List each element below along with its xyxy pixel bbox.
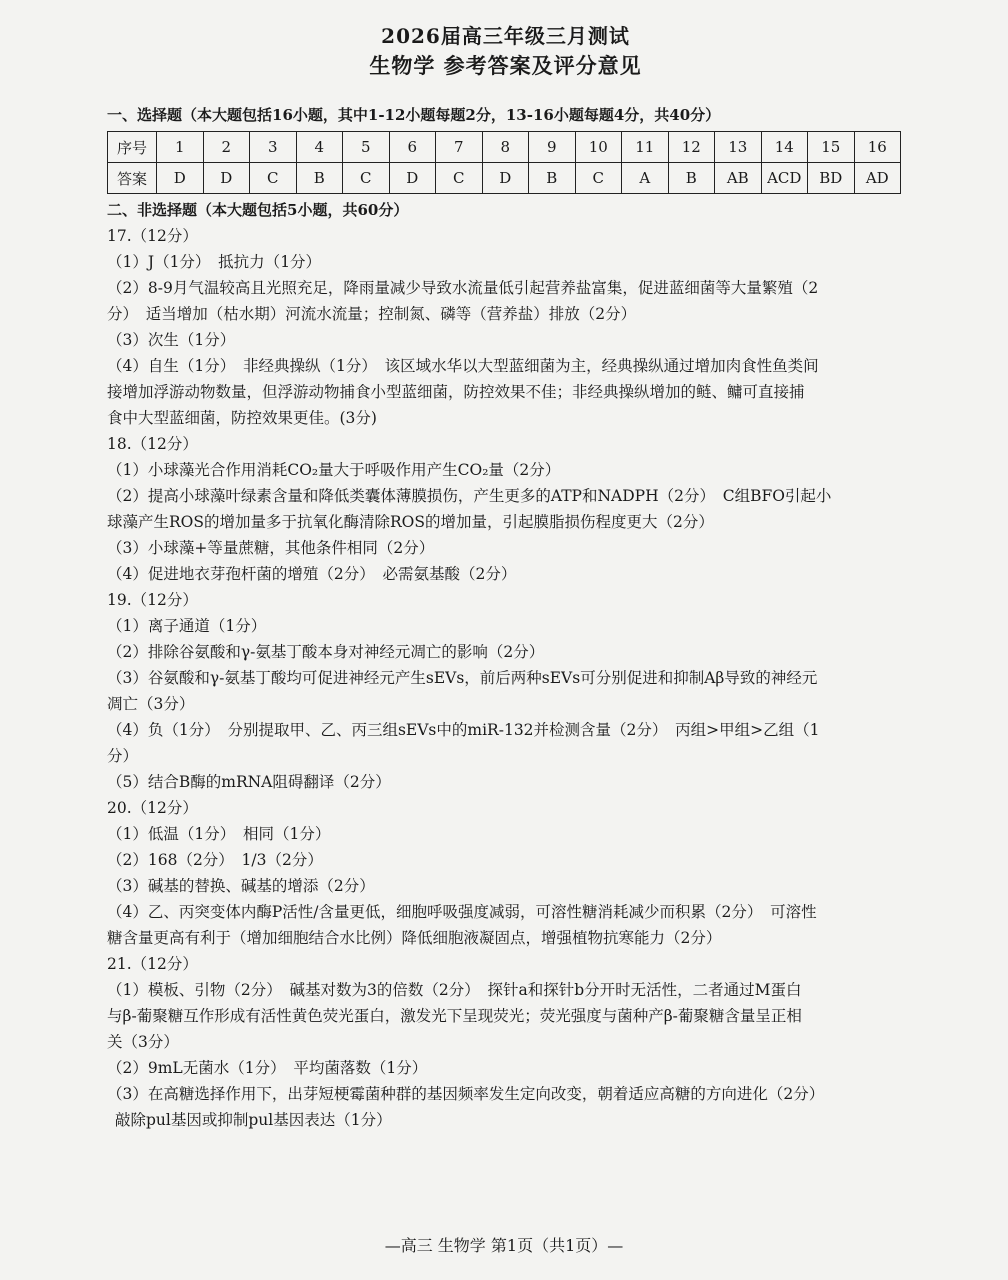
question-number: 8 bbox=[482, 132, 529, 163]
text-line: 糖含量更高有利于（增加细胞结合水比例）降低细胞液凝固点，增强植物抗寒能力（2分） bbox=[107, 929, 722, 947]
text-line: （2）8-9月气温较高且光照充足，降雨量减少导致水流量低引起营养盐富集，促进蓝细菌等大量繁殖（2 bbox=[107, 279, 819, 297]
question-number: 10 bbox=[575, 132, 622, 163]
text-line: （2）提高小球藻叶绿素含量和降低类囊体薄膜损伤，产生更多的ATP和NADPH（2分） C组BFO引起小 bbox=[107, 487, 832, 505]
q20-part-1: （1）低温（1分） 相同（1分） bbox=[107, 825, 331, 843]
question-number: 7 bbox=[436, 132, 483, 163]
q18-part-4: （4）促进地衣芽孢杆菌的增殖（2分） 必需氨基酸（2分） bbox=[107, 565, 517, 583]
question-number: 4 bbox=[296, 132, 343, 163]
text-line: 分） bbox=[107, 747, 139, 765]
q18-part-3: （3）小球藻+等量蔗糖，其他条件相同（2分） bbox=[107, 539, 435, 557]
q17-part-1: （1）J（1分） 抵抗力（1分） bbox=[107, 253, 322, 271]
question-number: 5 bbox=[343, 132, 390, 163]
row-label-answer: 答案 bbox=[108, 163, 157, 194]
q20-part-2: （2）168（2分） 1/3（2分） bbox=[107, 851, 323, 869]
question-20-header: 20.（12分） bbox=[107, 799, 198, 817]
text-line: 凋亡（3分） bbox=[107, 695, 195, 713]
text-line: 接增加浮游动物数量，但浮游动物捕食小型蓝细菌，防控效果不佳；非经典操纵增加的鲢、鳙可直接捕 bbox=[107, 383, 805, 401]
question-number: 12 bbox=[668, 132, 715, 163]
answer-cell: C bbox=[250, 163, 297, 194]
question-18 bbox=[107, 431, 904, 587]
q19-part-5: （5）结合B酶的mRNA阻碍翻译（2分） bbox=[107, 773, 391, 791]
question-21-header: 21.（12分） bbox=[107, 955, 198, 973]
question-18-header: 18.（12分） bbox=[107, 435, 198, 453]
text-line: 敲除pul基因或抑制pul基因表达（1分） bbox=[115, 1111, 392, 1129]
text-line: （4）乙、丙突变体内酶P活性/含量更低，细胞呼吸强度减弱，可溶性糖消耗减少而积累（2分） 可溶性 bbox=[107, 903, 817, 921]
page-footer: —高三 生物学 第1页（共1页）— bbox=[384, 1236, 624, 1255]
question-number: 9 bbox=[529, 132, 576, 163]
question-17 bbox=[107, 223, 904, 431]
text-line: （4）自生（1分） 非经典操纵（1分） 该区域水华以大型蓝细菌为主，经典操纵通过增加肉食性鱼类间 bbox=[107, 357, 819, 375]
answer-cell: D bbox=[157, 163, 204, 194]
q19-part-4 bbox=[107, 717, 904, 769]
exam-subtitle: 生物学 参考答案及评分意见 bbox=[369, 53, 642, 78]
question-number: 16 bbox=[854, 132, 901, 163]
q21-part-2: （2）9mL无菌水（1分） 平均菌落数（1分） bbox=[107, 1059, 428, 1077]
question-number: 13 bbox=[715, 132, 762, 163]
question-number: 2 bbox=[203, 132, 250, 163]
q19-part-2: （2）排除谷氨酸和γ-氨基丁酸本身对神经元凋亡的影响（2分） bbox=[107, 643, 545, 661]
question-number: 3 bbox=[250, 132, 297, 163]
answer-cell: C bbox=[343, 163, 390, 194]
answer-cell: A bbox=[622, 163, 669, 194]
text-line: 与β-葡聚糖互作形成有活性黄色荧光蛋白，激发光下呈现荧光；荧光强度与菌种产β-葡聚糖含量呈正相 bbox=[107, 1007, 802, 1025]
exam-title: 2026届高三年级三月测试 bbox=[381, 24, 630, 48]
answer-cell: AB bbox=[715, 163, 762, 194]
section2-heading: 二、非选择题（本大题包括5小题，共60分） bbox=[107, 201, 409, 219]
q18-part-1: （1）小球藻光合作用消耗CO₂量大于呼吸作用产生CO₂量（2分） bbox=[107, 461, 561, 479]
text-line: （3）谷氨酸和γ-氨基丁酸均可促进神经元产生sEVs，前后两种sEVs可分别促进和抑制Aβ导致的神经元 bbox=[107, 669, 818, 687]
answer-cell: ACD bbox=[761, 163, 808, 194]
q21-part-3 bbox=[107, 1081, 904, 1133]
question-number: 1 bbox=[157, 132, 204, 163]
text-line: 食中大型蓝细菌，防控效果更佳。(3分) bbox=[107, 409, 377, 427]
text-line: 球藻产生ROS的增加量多于抗氧化酶清除ROS的增加量，引起膜脂损伤程度更大（2分） bbox=[107, 513, 714, 531]
text-line: （3）在高糖选择作用下，出芽短梗霉菌种群的基因频率发生定向改变，朝着适应高糖的方向进化（2分） bbox=[107, 1085, 825, 1103]
question-number: 6 bbox=[389, 132, 436, 163]
question-17-header: 17.（12分） bbox=[107, 227, 198, 245]
answer-cell: AD bbox=[854, 163, 901, 194]
question-number: 14 bbox=[761, 132, 808, 163]
question-19-header: 19.（12分） bbox=[107, 591, 198, 609]
q20-part-3: （3）碱基的替换、碱基的增添（2分） bbox=[107, 877, 375, 895]
text-line: 关（3分） bbox=[107, 1033, 179, 1051]
q17-part-3: （3）次生（1分） bbox=[107, 331, 236, 349]
answer-cell: B bbox=[529, 163, 576, 194]
answer-cell: BD bbox=[808, 163, 855, 194]
q20-part-4 bbox=[107, 899, 904, 951]
section1-heading: 一、选择题（本大题包括16小题，其中1-12小题每题2分，13-16小题每题4分，共40分） bbox=[107, 106, 721, 124]
q19-part-3 bbox=[107, 665, 904, 717]
answer-cell: C bbox=[436, 163, 483, 194]
question-20 bbox=[107, 795, 904, 951]
answer-cell: B bbox=[668, 163, 715, 194]
text-line: （1）模板、引物（2分） 碱基对数为3的倍数（2分） 探针a和探针b分开时无活性，二者通过M蛋白 bbox=[107, 981, 802, 999]
text-line: （4）负（1分） 分别提取甲、乙、丙三组sEVs中的miR-132并检测含量（2分） 丙组>甲组>乙组（1 bbox=[107, 721, 820, 739]
answer-cell: C bbox=[575, 163, 622, 194]
answer-row bbox=[108, 163, 901, 194]
question-number: 15 bbox=[808, 132, 855, 163]
number-row bbox=[108, 132, 901, 163]
answer-cell: D bbox=[203, 163, 250, 194]
question-number: 11 bbox=[622, 132, 669, 163]
row-label-number: 序号 bbox=[108, 132, 157, 163]
question-19 bbox=[107, 587, 904, 795]
answer-table bbox=[107, 131, 901, 194]
q19-part-1: （1）离子通道（1分） bbox=[107, 617, 267, 635]
q17-part-2 bbox=[107, 275, 904, 327]
q17-part-4 bbox=[107, 353, 904, 431]
text-line: 分） 适当增加（枯水期）河流水流量；控制氮、磷等（营养盐）排放（2分） bbox=[107, 305, 637, 323]
answer-cell: D bbox=[482, 163, 529, 194]
q21-part-1 bbox=[107, 977, 904, 1055]
answer-cell: B bbox=[296, 163, 343, 194]
q18-part-2 bbox=[107, 483, 904, 535]
question-21 bbox=[107, 951, 904, 1133]
answer-cell: D bbox=[389, 163, 436, 194]
